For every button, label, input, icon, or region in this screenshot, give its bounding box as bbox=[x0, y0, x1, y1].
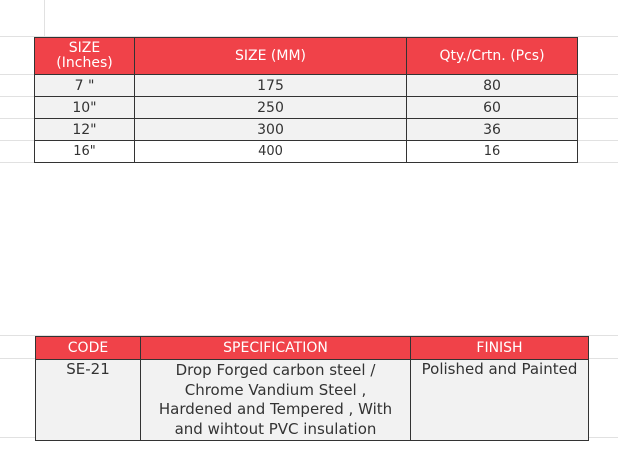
cell-inches[interactable]: 10" bbox=[35, 97, 135, 119]
cell-specification[interactable]: Drop Forged carbon steel / Chrome Vandium Steel , Hardened and Tempered , With and wihtout PVC insulation bbox=[141, 360, 411, 441]
cell-code[interactable]: SE-21 bbox=[36, 360, 141, 441]
spec-table bbox=[35, 336, 589, 441]
header-code[interactable]: CODE bbox=[36, 337, 141, 360]
cell-mm[interactable]: 300 bbox=[135, 119, 407, 141]
cell-qty[interactable]: 16 bbox=[407, 141, 578, 163]
cell-inches[interactable]: 7 " bbox=[35, 75, 135, 97]
header-size-mm[interactable]: SIZE (MM) bbox=[135, 38, 407, 75]
size-table bbox=[34, 37, 578, 163]
cell-finish[interactable]: Polished and Painted bbox=[411, 360, 589, 441]
table-row bbox=[35, 141, 578, 163]
table-row bbox=[36, 360, 589, 441]
spec-table-header bbox=[36, 337, 589, 360]
table-row bbox=[35, 119, 578, 141]
cell-qty[interactable]: 60 bbox=[407, 97, 578, 119]
header-specification[interactable]: SPECIFICATION bbox=[141, 337, 411, 360]
gridline bbox=[44, 0, 45, 36]
header-qty[interactable]: Qty./Crtn. (Pcs) bbox=[407, 38, 578, 75]
cell-mm[interactable]: 175 bbox=[135, 75, 407, 97]
header-finish[interactable]: FINISH bbox=[411, 337, 589, 360]
table-row bbox=[35, 97, 578, 119]
cell-qty[interactable]: 36 bbox=[407, 119, 578, 141]
cell-qty[interactable]: 80 bbox=[407, 75, 578, 97]
cell-inches[interactable]: 12" bbox=[35, 119, 135, 141]
table-row bbox=[35, 75, 578, 97]
cell-mm[interactable]: 250 bbox=[135, 97, 407, 119]
header-size-inches[interactable]: SIZE (Inches) bbox=[35, 38, 135, 75]
cell-mm[interactable]: 400 bbox=[135, 141, 407, 163]
cell-inches[interactable]: 16" bbox=[35, 141, 135, 163]
size-table-header bbox=[35, 38, 578, 75]
